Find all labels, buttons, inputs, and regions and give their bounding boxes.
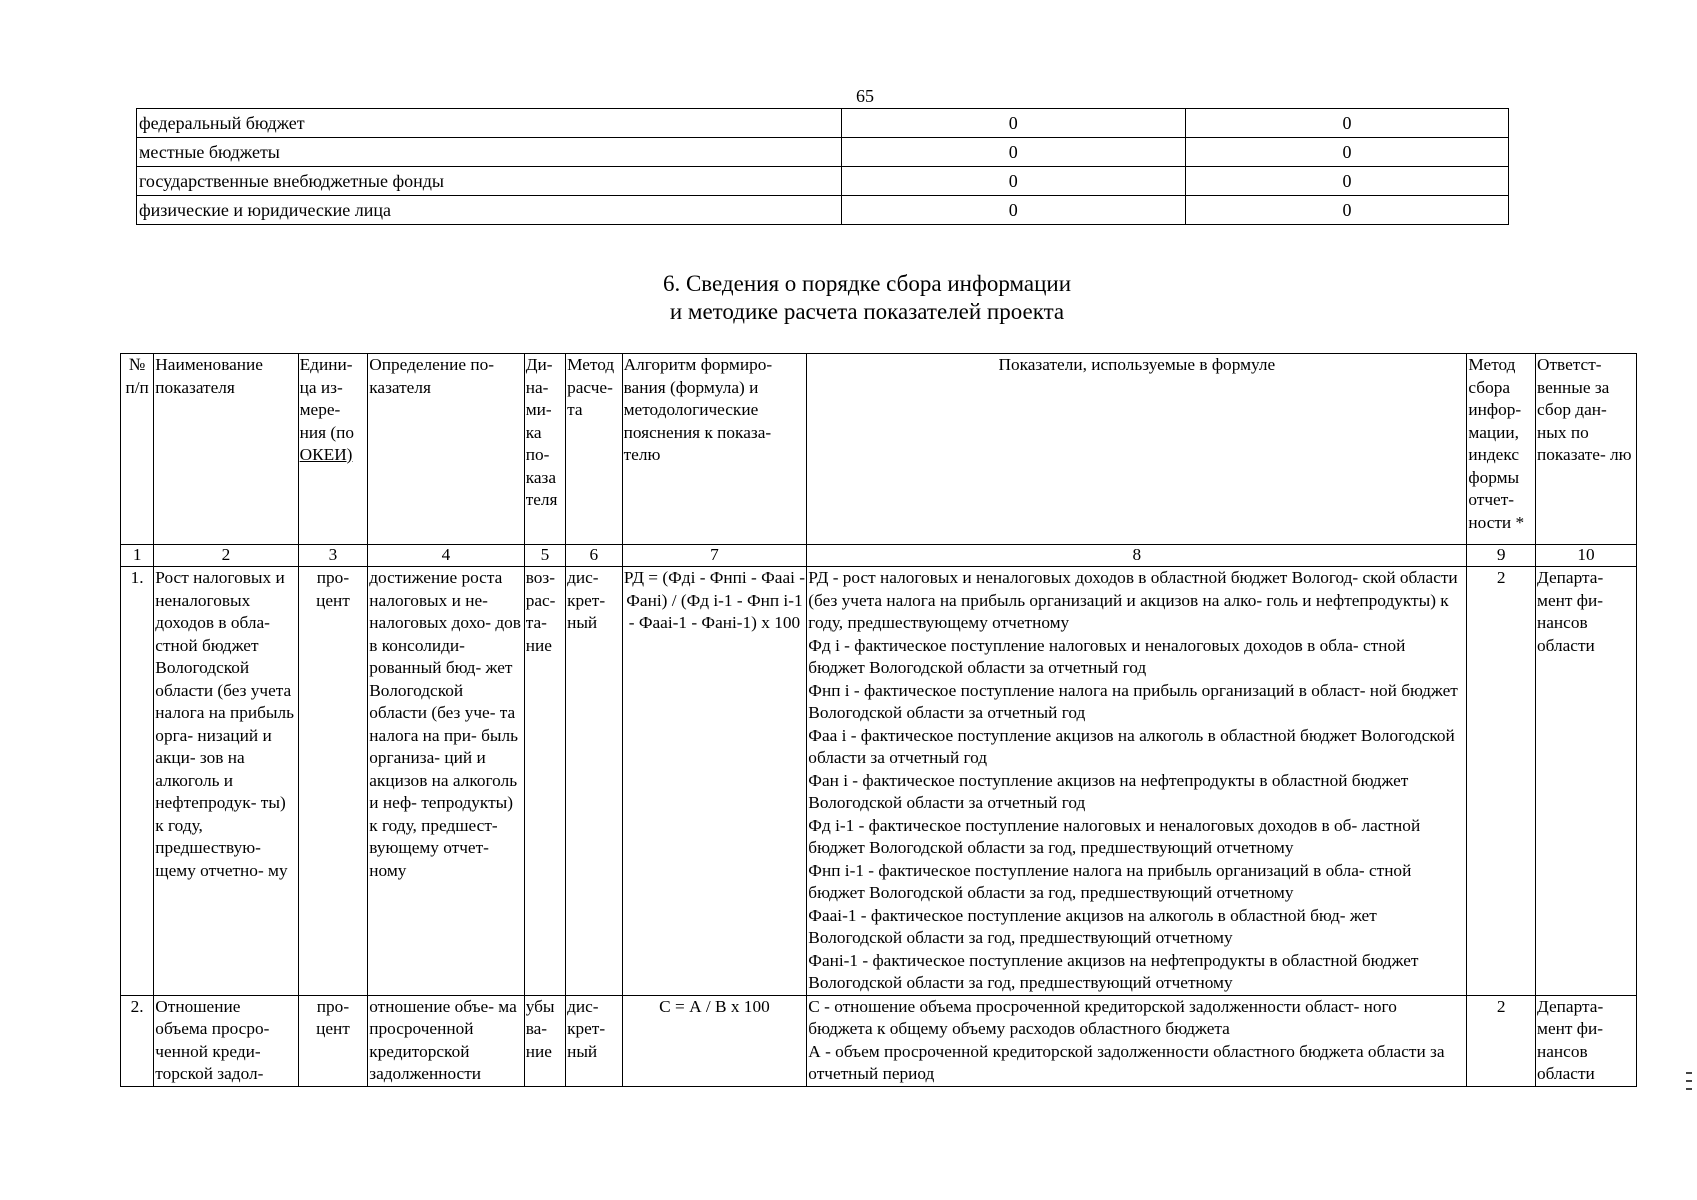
column-number: 7 <box>622 545 807 567</box>
calc-method-cell: дис- крет- ный <box>566 567 623 996</box>
header-definition: Определение по- казателя <box>368 354 524 545</box>
header-formula-indicators: Показатели, используемые в формуле <box>807 354 1467 545</box>
funding-row <box>137 196 1509 225</box>
funding-source-label: государственные внебюджетные фонды <box>137 167 842 196</box>
formula-indicators-cell <box>807 567 1467 996</box>
indicator-description: Фд i-1 - фактическое поступление налоговых и неналоговых доходов в об- ластной бюджет Вологодской области за год, предшествующий отчетному <box>808 815 1421 857</box>
unit-cell: про- цент <box>298 567 368 996</box>
responsible-cell: Департа- мент фи- нансов области <box>1536 995 1637 1086</box>
column-number: 2 <box>154 545 298 567</box>
formula-indicators-cell <box>807 995 1467 1086</box>
funding-source-label: физические и юридические лица <box>137 196 842 225</box>
funding-source-label: местные бюджеты <box>137 138 842 167</box>
indicator-description: С - отношение объема просроченной кредиторской задолженности област- ного бюджета к общему объему расходов областного бюджета <box>808 996 1397 1038</box>
indicator-description: Фаа i - фактическое поступление акцизов на алкоголь в областной бюджет Вологодской области за отчетный год <box>808 725 1455 767</box>
definition-cell: отношение объе- ма просроченной кредиторской задолженности <box>368 995 524 1086</box>
column-number: 5 <box>524 545 565 567</box>
edge-mark <box>1686 1080 1692 1082</box>
column-number: 1 <box>121 545 154 567</box>
page-number: 65 <box>856 86 874 106</box>
header-indicator-name: Наименование показателя <box>154 354 298 545</box>
formula-cell: РД = (Фдi - Фнпi - Фааi - Фанi) / (Фд i-1 - Фнп i-1 - Фааi-1 - Фанi-1) х 100 <box>622 567 807 996</box>
indicator-description: РД - рост налоговых и неналоговых доходов в областной бюджет Вологод- ской области (без учета налога на прибыль организаций и акцизов на алко- голь и нефтепродукты) к году, предшествующему отчетному <box>808 568 1458 632</box>
funding-value-2: 0 <box>1185 138 1508 167</box>
section-title-line-1: 6. Сведения о порядке сбора информации <box>662 271 1072 296</box>
funding-value-1: 0 <box>841 196 1185 225</box>
table-row <box>121 995 1637 1086</box>
header-unit-text: Едини- ца из- мере- ния (по <box>299 355 355 442</box>
funding-value-2: 0 <box>1185 109 1508 138</box>
indicators-methodology-table <box>120 353 1637 1087</box>
header-unit <box>298 354 368 545</box>
header-formula: Алгоритм формиро- вания (формула) и методологические пояснения к показа- телю <box>622 354 807 545</box>
header-calc-method: Метод расче- та <box>566 354 623 545</box>
column-number: 9 <box>1467 545 1536 567</box>
funding-sources-table <box>136 108 1509 225</box>
header-collection-method: Метод сбора инфор- мации, индекс формы отчет- ности * <box>1467 354 1536 545</box>
definition-cell: достижение роста налоговых и не- налоговых дохо- дов в консолиди- рованный бюд- жет Вологодской области (без уче- та налога на при- быль организа- ций и акцизов на алкоголь и неф- тепродукты) к году, предшест- вующему отчет- ному <box>368 567 524 996</box>
responsible-cell: Департа- мент фи- нансов области <box>1536 567 1637 996</box>
column-number: 4 <box>368 545 524 567</box>
column-number-row <box>121 545 1637 567</box>
row-number: 1. <box>121 567 154 996</box>
indicator-description: Фанi-1 - фактическое поступление акцизов на нефтепродукты в областной бюджет Вологодской области за год, предшествующий отчетному <box>808 950 1419 992</box>
row-number: 2. <box>121 995 154 1086</box>
funding-value-1: 0 <box>841 109 1185 138</box>
calc-method-cell: дис- крет- ный <box>566 995 623 1086</box>
funding-row <box>137 138 1509 167</box>
funding-value-1: 0 <box>841 138 1185 167</box>
indicator-description: Фааi-1 - фактическое поступление акцизов на алкоголь в областной бюд- жет Вологодской области за год, предшествующий отчетному <box>808 905 1377 947</box>
funding-value-2: 0 <box>1185 196 1508 225</box>
indicator-description: Фд i - фактическое поступление налоговых и неналоговых доходов в обла- стной бюджет Вологодской области за отчетный год <box>808 635 1406 677</box>
indicator-description: Фан i - фактическое поступление акцизов на нефтепродукты в областной бюджет Вологодской области за отчетный год <box>808 770 1409 812</box>
edge-mark <box>1686 1072 1692 1074</box>
section-title-line-2: и методике расчета показателей проекта <box>669 299 1065 324</box>
header-dynamics: Ди- на- ми- ка по- каза теля <box>524 354 565 545</box>
funding-row <box>137 167 1509 196</box>
indicator-name: Рост налоговых и неналоговых доходов в обла- стной бюджет Вологодской области (без учета налога на прибыль орга- низаций и акци- зов на алкоголь и нефтепродук- ты) к году, предшествую- щему отчетно- му <box>154 567 298 996</box>
column-number: 10 <box>1536 545 1637 567</box>
funding-value-1: 0 <box>841 167 1185 196</box>
indicator-name: Отношение объема просро- ченной креди- торской задол- <box>154 995 298 1086</box>
header-number: № п/п <box>121 354 154 545</box>
section-title <box>300 270 1434 326</box>
collection-method-cell: 2 <box>1467 567 1536 996</box>
indicator-description: Фнп i - фактическое поступление налога на прибыль организаций в област- ной бюджет Вологодской области за отчетный год <box>808 680 1458 722</box>
table-row <box>121 567 1637 996</box>
header-responsible: Ответст- венные за сбор дан- ных по показате- лю <box>1536 354 1637 545</box>
dynamics-cell: воз- рас- та- ние <box>524 567 565 996</box>
formula-cell: С = А / В х 100 <box>622 995 807 1086</box>
collection-method-cell: 2 <box>1467 995 1536 1086</box>
funding-row <box>137 109 1509 138</box>
funding-source-label: федеральный бюджет <box>137 109 842 138</box>
funding-value-2: 0 <box>1185 167 1508 196</box>
unit-cell: про- цент <box>298 995 368 1086</box>
header-unit-okei: ОКЕИ) <box>299 445 353 464</box>
indicator-description: Фнп i-1 - фактическое поступление налога на прибыль организаций в обла- стной бюджет Вологодской области за год, предшествующий отчетному <box>808 860 1412 902</box>
table-header-row <box>121 354 1637 545</box>
column-number: 8 <box>807 545 1467 567</box>
column-number: 6 <box>566 545 623 567</box>
dynamics-cell: убы ва- ние <box>524 995 565 1086</box>
column-number: 3 <box>298 545 368 567</box>
edge-mark <box>1686 1088 1692 1090</box>
indicator-description: А - объем просроченной кредиторской задолженности областного бюджета области за отчетный период <box>808 1041 1445 1083</box>
